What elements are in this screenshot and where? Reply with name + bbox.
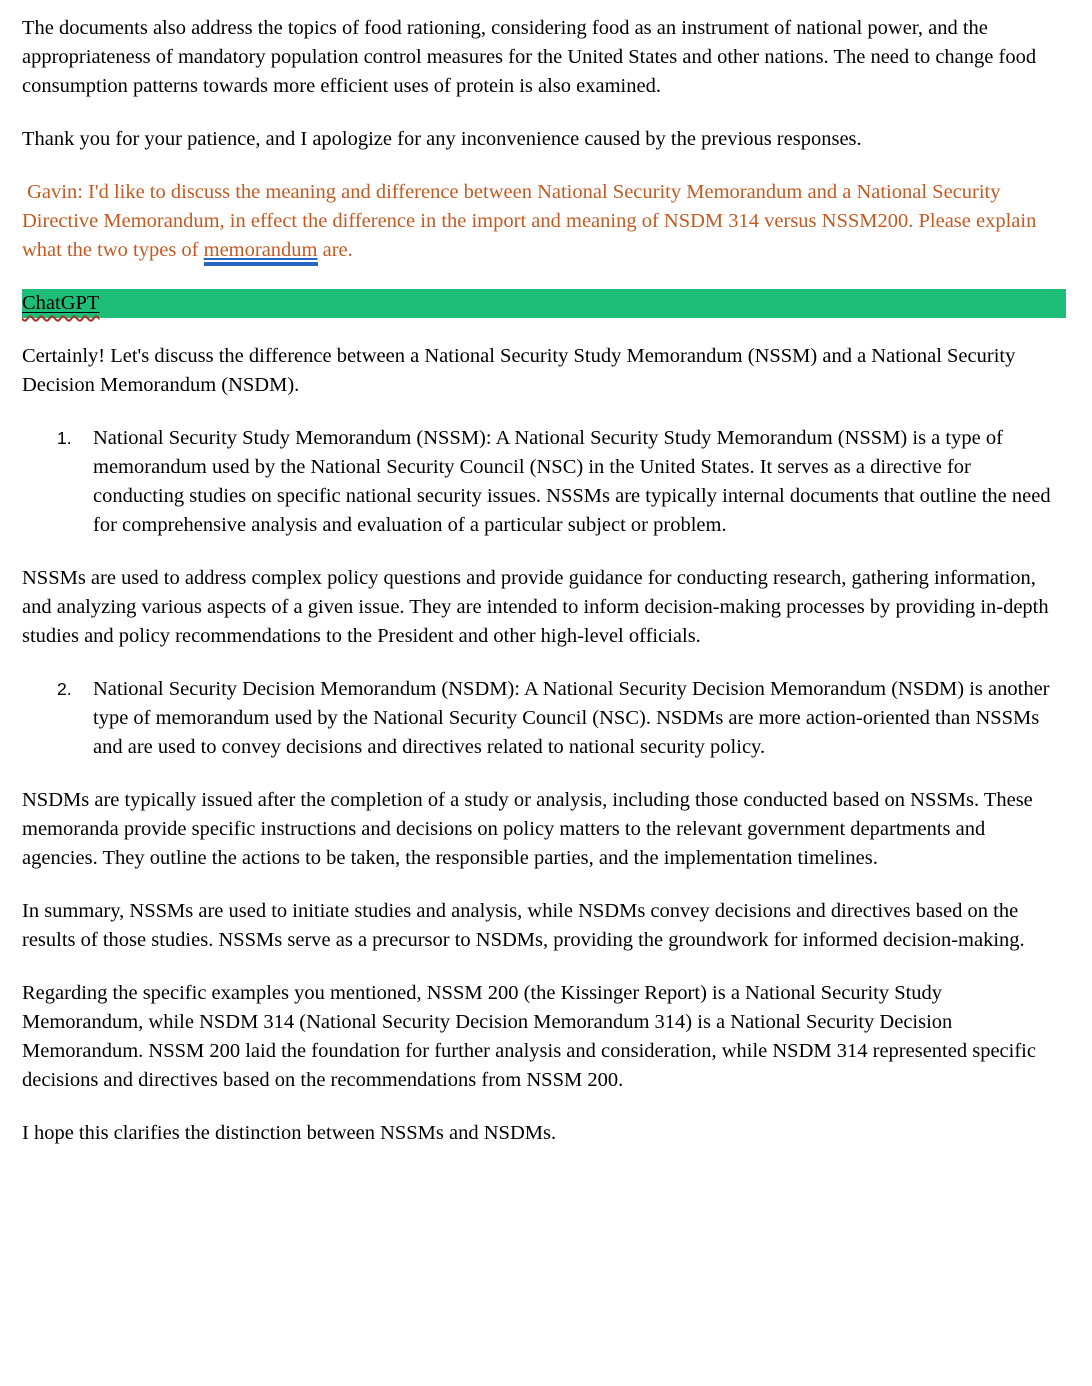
list-number-1: 1. [57, 428, 72, 448]
user-question-paragraph [22, 178, 1066, 265]
list-number-2: 2. [57, 679, 72, 699]
paragraph-document-topics: The documents also address the topics of food rationing, considering food as an instrument of national power, and the appropriateness of mandatory population control measures for the United States and other nations. The need to change food consumption patterns towards more efficient uses of protein is also examined. [22, 17, 1037, 97]
paragraph-examples: Regarding the specific examples you mentioned, NSSM 200 (the Kissinger Report) is a National Security Study Memorandum, while NSDM 314 (National Security Decision Memorandum 314) is a National Security Decision Memorandum. NSSM 200 laid the foundation for further analysis and consideration, while NSDM 314 represented specific decisions and directives based on the recommendations from NSSM 200. [22, 982, 1036, 1091]
user-question-tail: are. [317, 239, 353, 261]
list-text-nssm: National Security Study Memorandum (NSSM): A National Security Study Memorandum (NSSM) is a type of memorandum used by the National Security Council (NSC) in the United States. It serves as a directive for conducting studies on specific national security issues. NSSMs are typically internal documents that outline the need for comprehensive analysis and evaluation of a particular subject or problem. [93, 427, 1051, 536]
paragraph-nsdm-usage: NSDMs are typically issued after the completion of a study or analysis, including those conducted based on NSSMs. These memoranda provide specific instructions and decisions on policy matters to the relevant government departments and agencies. They outline the actions to be taken, the responsible parties, and the implementation timelines. [22, 789, 1033, 869]
numbered-item-nsdm [22, 675, 1066, 762]
paragraph-summary: In summary, NSSMs are used to initiate studies and analysis, while NSDMs convey decisions and directives based on the results of those studies. NSSMs serve as a precursor to NSDMs, providing the groundwork for informed decision-making. [22, 900, 1025, 951]
list-text-nsdm: National Security Decision Memorandum (NSDM): A National Security Decision Memorandum (NSDM) is another type of memorandum used by the National Security Council (NSC). NSDMs are more action-oriented than NSSMs and are used to convey decisions and directives related to national security policy. [93, 678, 1050, 758]
user-question-text: Gavin: I'd like to discuss the meaning and difference between National Security Memorandum and a National Security Directive Memorandum, in effect the difference in the import and meaning of NSDM 314 versus NSSM200. Please explain what the two types of [22, 181, 1042, 261]
paragraph-thanks: Thank you for your patience, and I apologize for any inconvenience caused by the previous responses. [22, 128, 862, 150]
paragraph-closing: I hope this clarifies the distinction between NSSMs and NSDMs. [22, 1122, 557, 1144]
numbered-item-nssm [22, 424, 1066, 540]
chatgpt-heading-highlight [22, 289, 1066, 318]
paragraph-nssm-usage: NSSMs are used to address complex policy questions and provide guidance for conducting research, gathering information, and analyzing various aspects of a given issue. They are intended to inform decision-making processes by providing in-depth studies and policy recommendations to the President and other high-level officials. [22, 567, 1049, 647]
chatgpt-spellcheck-squiggle [22, 292, 99, 314]
paragraph-answer-intro: Certainly! Let's discuss the difference between a National Security Study Memorandum (NSSM) and a National Security Decision Memorandum (NSDM). [22, 345, 1016, 396]
chatgpt-heading-label: ChatGPT [22, 292, 100, 314]
memorandum-link[interactable]: memorandum [204, 239, 318, 266]
